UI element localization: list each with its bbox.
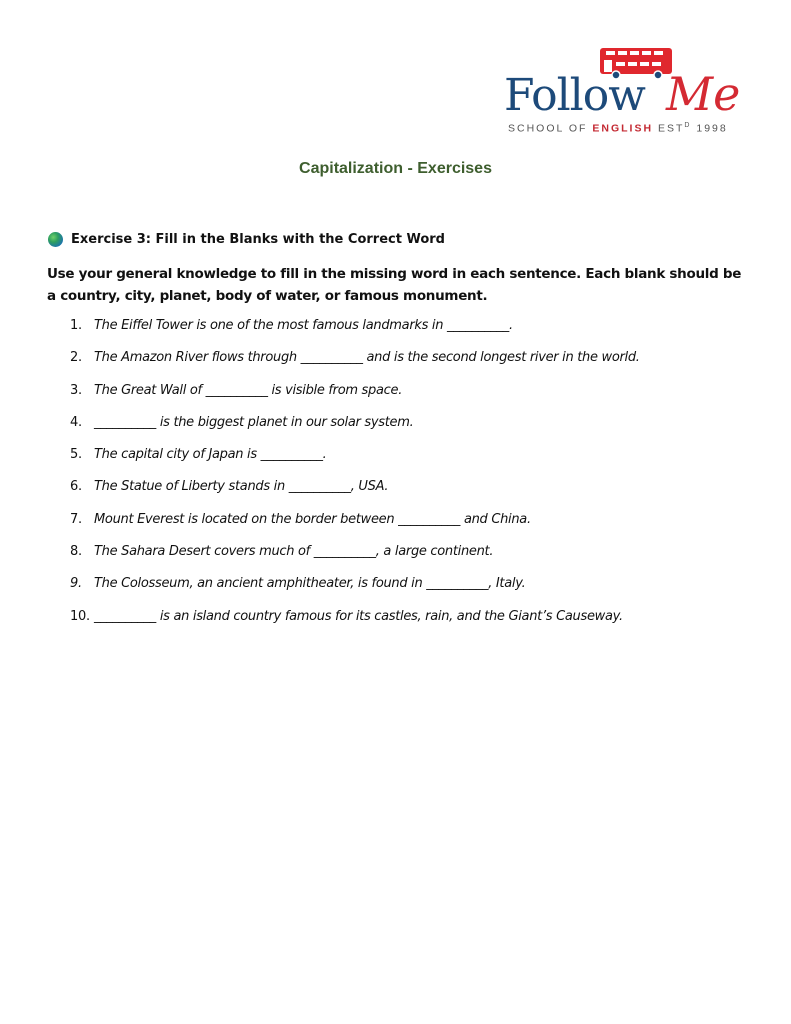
item-number: 9.	[70, 576, 82, 592]
logo-sub-prefix: SCHOOL OF	[508, 122, 593, 135]
list-item	[70, 544, 750, 576]
item-text: The Amazon River flows through __________ and is the second longest river in the world.	[94, 350, 640, 366]
item-number: 6.	[70, 479, 82, 495]
item-text: Mount Everest is located on the border between __________ and China.	[94, 511, 531, 527]
item-text: The capital city of Japan is __________.	[94, 447, 327, 463]
item-text: The Colosseum, an ancient amphitheater, is found in __________, Italy.	[94, 576, 526, 592]
logo-sub-year: 1998	[691, 122, 728, 135]
list-item	[70, 318, 750, 350]
exercise-heading-text: Exercise 3: Fill in the Blanks with the Correct Word	[71, 232, 445, 247]
item-number: 8.	[70, 544, 82, 560]
item-text: The Eiffel Tower is one of the most famous landmarks in __________.	[94, 318, 513, 333]
list-item	[70, 512, 750, 544]
logo-sub-est: EST	[653, 122, 685, 135]
list-item	[70, 609, 750, 641]
globe-icon	[48, 232, 63, 247]
school-logo	[504, 42, 754, 138]
item-number: 7.	[70, 511, 82, 527]
item-text: The Great Wall of __________ is visible from space.	[94, 382, 403, 398]
list-item	[70, 576, 750, 608]
list-item	[70, 350, 750, 382]
item-number: 4.	[70, 414, 82, 430]
item-text: The Sahara Desert covers much of __________, a large continent.	[94, 544, 494, 560]
list-item	[70, 447, 750, 479]
logo-subtitle	[508, 122, 728, 135]
logo-brand-accent: Me	[666, 67, 741, 121]
item-number: 10.	[70, 608, 90, 624]
logo-sub-est-sup: D	[684, 122, 692, 129]
logo-brand-main: Follow	[504, 70, 645, 121]
exercise-heading	[48, 232, 445, 247]
item-number: 3.	[70, 382, 82, 398]
item-text: __________ is an island country famous for its castles, rain, and the Giant’s Causeway.	[94, 608, 623, 624]
exercise-instructions: Use your general knowledge to fill in the missing word in each sentence. Each blank should be a country, city, planet, body of water, or famous monument.	[47, 266, 742, 304]
logo-sub-highlight: ENGLISH	[592, 122, 654, 135]
item-number: 5.	[70, 447, 82, 463]
list-item	[70, 479, 750, 511]
list-item	[70, 415, 750, 447]
item-text: The Statue of Liberty stands in __________, USA.	[94, 479, 389, 495]
list-item	[70, 383, 750, 415]
item-number: 1.	[70, 318, 82, 333]
document-title: Capitalization - Exercises	[299, 160, 492, 177]
item-number: 2.	[70, 350, 82, 366]
item-text: __________ is the biggest planet in our solar system.	[94, 414, 414, 430]
exercise-list	[70, 318, 750, 641]
